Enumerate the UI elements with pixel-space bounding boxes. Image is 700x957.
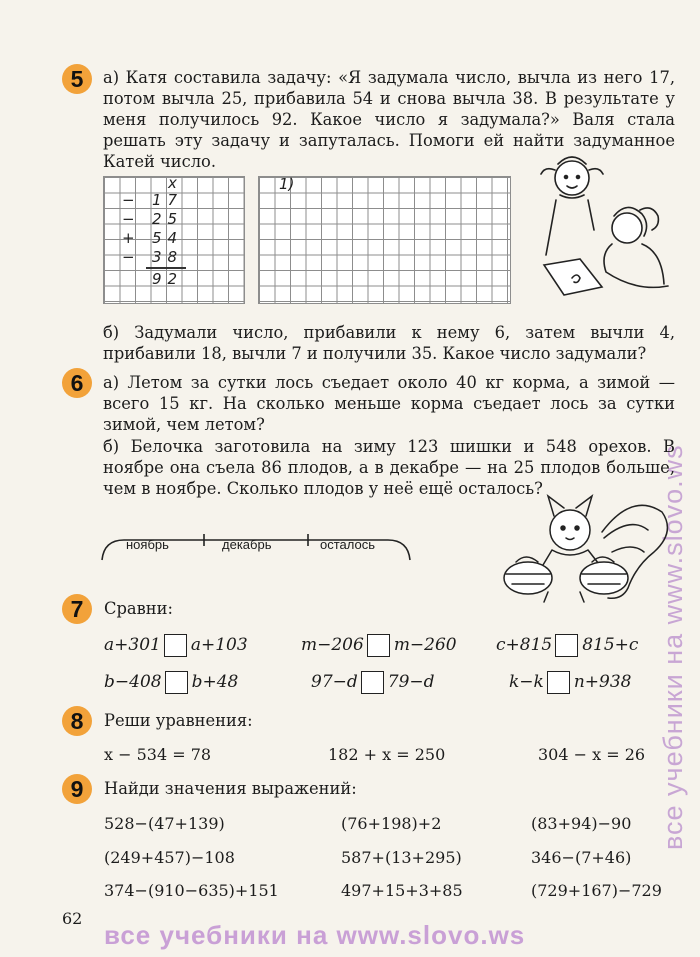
- grid-row-digits: 25: [152, 210, 184, 228]
- expression: (76+198)+2: [341, 814, 442, 833]
- page-number: 62: [62, 909, 83, 928]
- compare-item: b−408 b+48: [104, 672, 239, 692]
- grid-row-digits: 54: [152, 229, 184, 247]
- equation: 304 − x = 26: [538, 745, 646, 764]
- task-9-number: 9: [62, 774, 92, 804]
- compare-item: 97−d 79−d: [311, 672, 435, 692]
- compare-item: a+301 a+103: [104, 635, 248, 655]
- grid-row: −: [122, 210, 135, 228]
- task-5-part-b: б) Задумали число, прибавили к нему 6, затем вычли 4, прибавили 18, вычли 7 и получили 35. Какое число задумали?: [103, 323, 675, 363]
- watermark-bottom: все учебники на www.slovo.ws: [104, 920, 526, 950]
- girls-illustration: [522, 150, 672, 315]
- task-6-part-a: а) Летом за сутки лось съедает около 40 кг корма, а зимой — всего 15 кг. На сколько меньше корма съедает лось за сутки зимой, чем летом?: [103, 373, 675, 434]
- grid-row-digits: 92: [152, 270, 184, 288]
- compare-box[interactable]: [165, 671, 188, 694]
- equation: 182 + x = 250: [328, 745, 446, 764]
- grid-x-label: x: [168, 174, 177, 192]
- watermark-side: все учебники на www.slovo.ws: [658, 444, 688, 850]
- task-5-part-a: а) Катя составила задачу: «Я задумала число, вычла из него 17, потом вычла 25, прибавила 54 и снова вычла 38. В результате у меня получилось 92. Какое число я задумала?» Валя стала решать эту задачу и запуталась. Помоги ей найти задуманное Катей число.: [103, 68, 675, 171]
- grid-row-digits: 17: [152, 191, 184, 209]
- grid-row-digits: 38: [152, 248, 184, 266]
- task-9-title: Найди значения выражений:: [104, 779, 357, 798]
- expression: 587+(13+295): [341, 848, 462, 867]
- squirrel-illustration: [492, 492, 674, 604]
- expression: 374−(910−635)+151: [104, 881, 279, 900]
- grid-row: −: [122, 248, 135, 266]
- compare-box[interactable]: [555, 634, 578, 657]
- task-5-number: 5: [62, 64, 92, 94]
- task-6-number: 6: [62, 368, 92, 398]
- compare-box[interactable]: [164, 634, 187, 657]
- expression: 528−(47+139): [104, 814, 225, 833]
- grid-2-label: 1): [279, 175, 295, 193]
- expression: 346−(7+46): [531, 848, 632, 867]
- segment-label-remaining: осталось: [320, 537, 376, 552]
- task-7-title: Сравни:: [104, 599, 173, 618]
- segment-label-november: ноябрь: [126, 537, 169, 552]
- grid-row: +: [122, 229, 135, 247]
- task-8-title: Реши уравнения:: [104, 711, 253, 730]
- expression: (729+167)−729: [531, 881, 662, 900]
- compare-item: c+815 815+c: [496, 635, 639, 655]
- compare-box[interactable]: [367, 634, 390, 657]
- task-6-part-b: б) Белочка заготовила на зиму 123 шишки и 548 орехов. В ноябре она съела 86 плодов, а в декабре — на 25 плодов больше, чем в ноябре. Сколько плодов у неё ещё осталось?: [103, 437, 675, 498]
- compare-item: k−k n+938: [509, 672, 632, 692]
- compare-item: m−206 m−260: [301, 635, 457, 655]
- equation: x − 534 = 78: [104, 745, 212, 764]
- calc-grid-2: [258, 176, 511, 304]
- task-8-number: 8: [62, 706, 92, 736]
- task-7-number: 7: [62, 594, 92, 624]
- segment-label-december: декабрь: [222, 537, 272, 552]
- grid-row: −: [122, 191, 135, 209]
- expression: (249+457)−108: [104, 848, 235, 867]
- expression: (83+94)−90: [531, 814, 632, 833]
- calc-grid-1: [103, 176, 245, 304]
- compare-box[interactable]: [361, 671, 384, 694]
- grid-result-line: [146, 267, 186, 269]
- compare-box[interactable]: [547, 671, 570, 694]
- expression: 497+15+3+85: [341, 881, 463, 900]
